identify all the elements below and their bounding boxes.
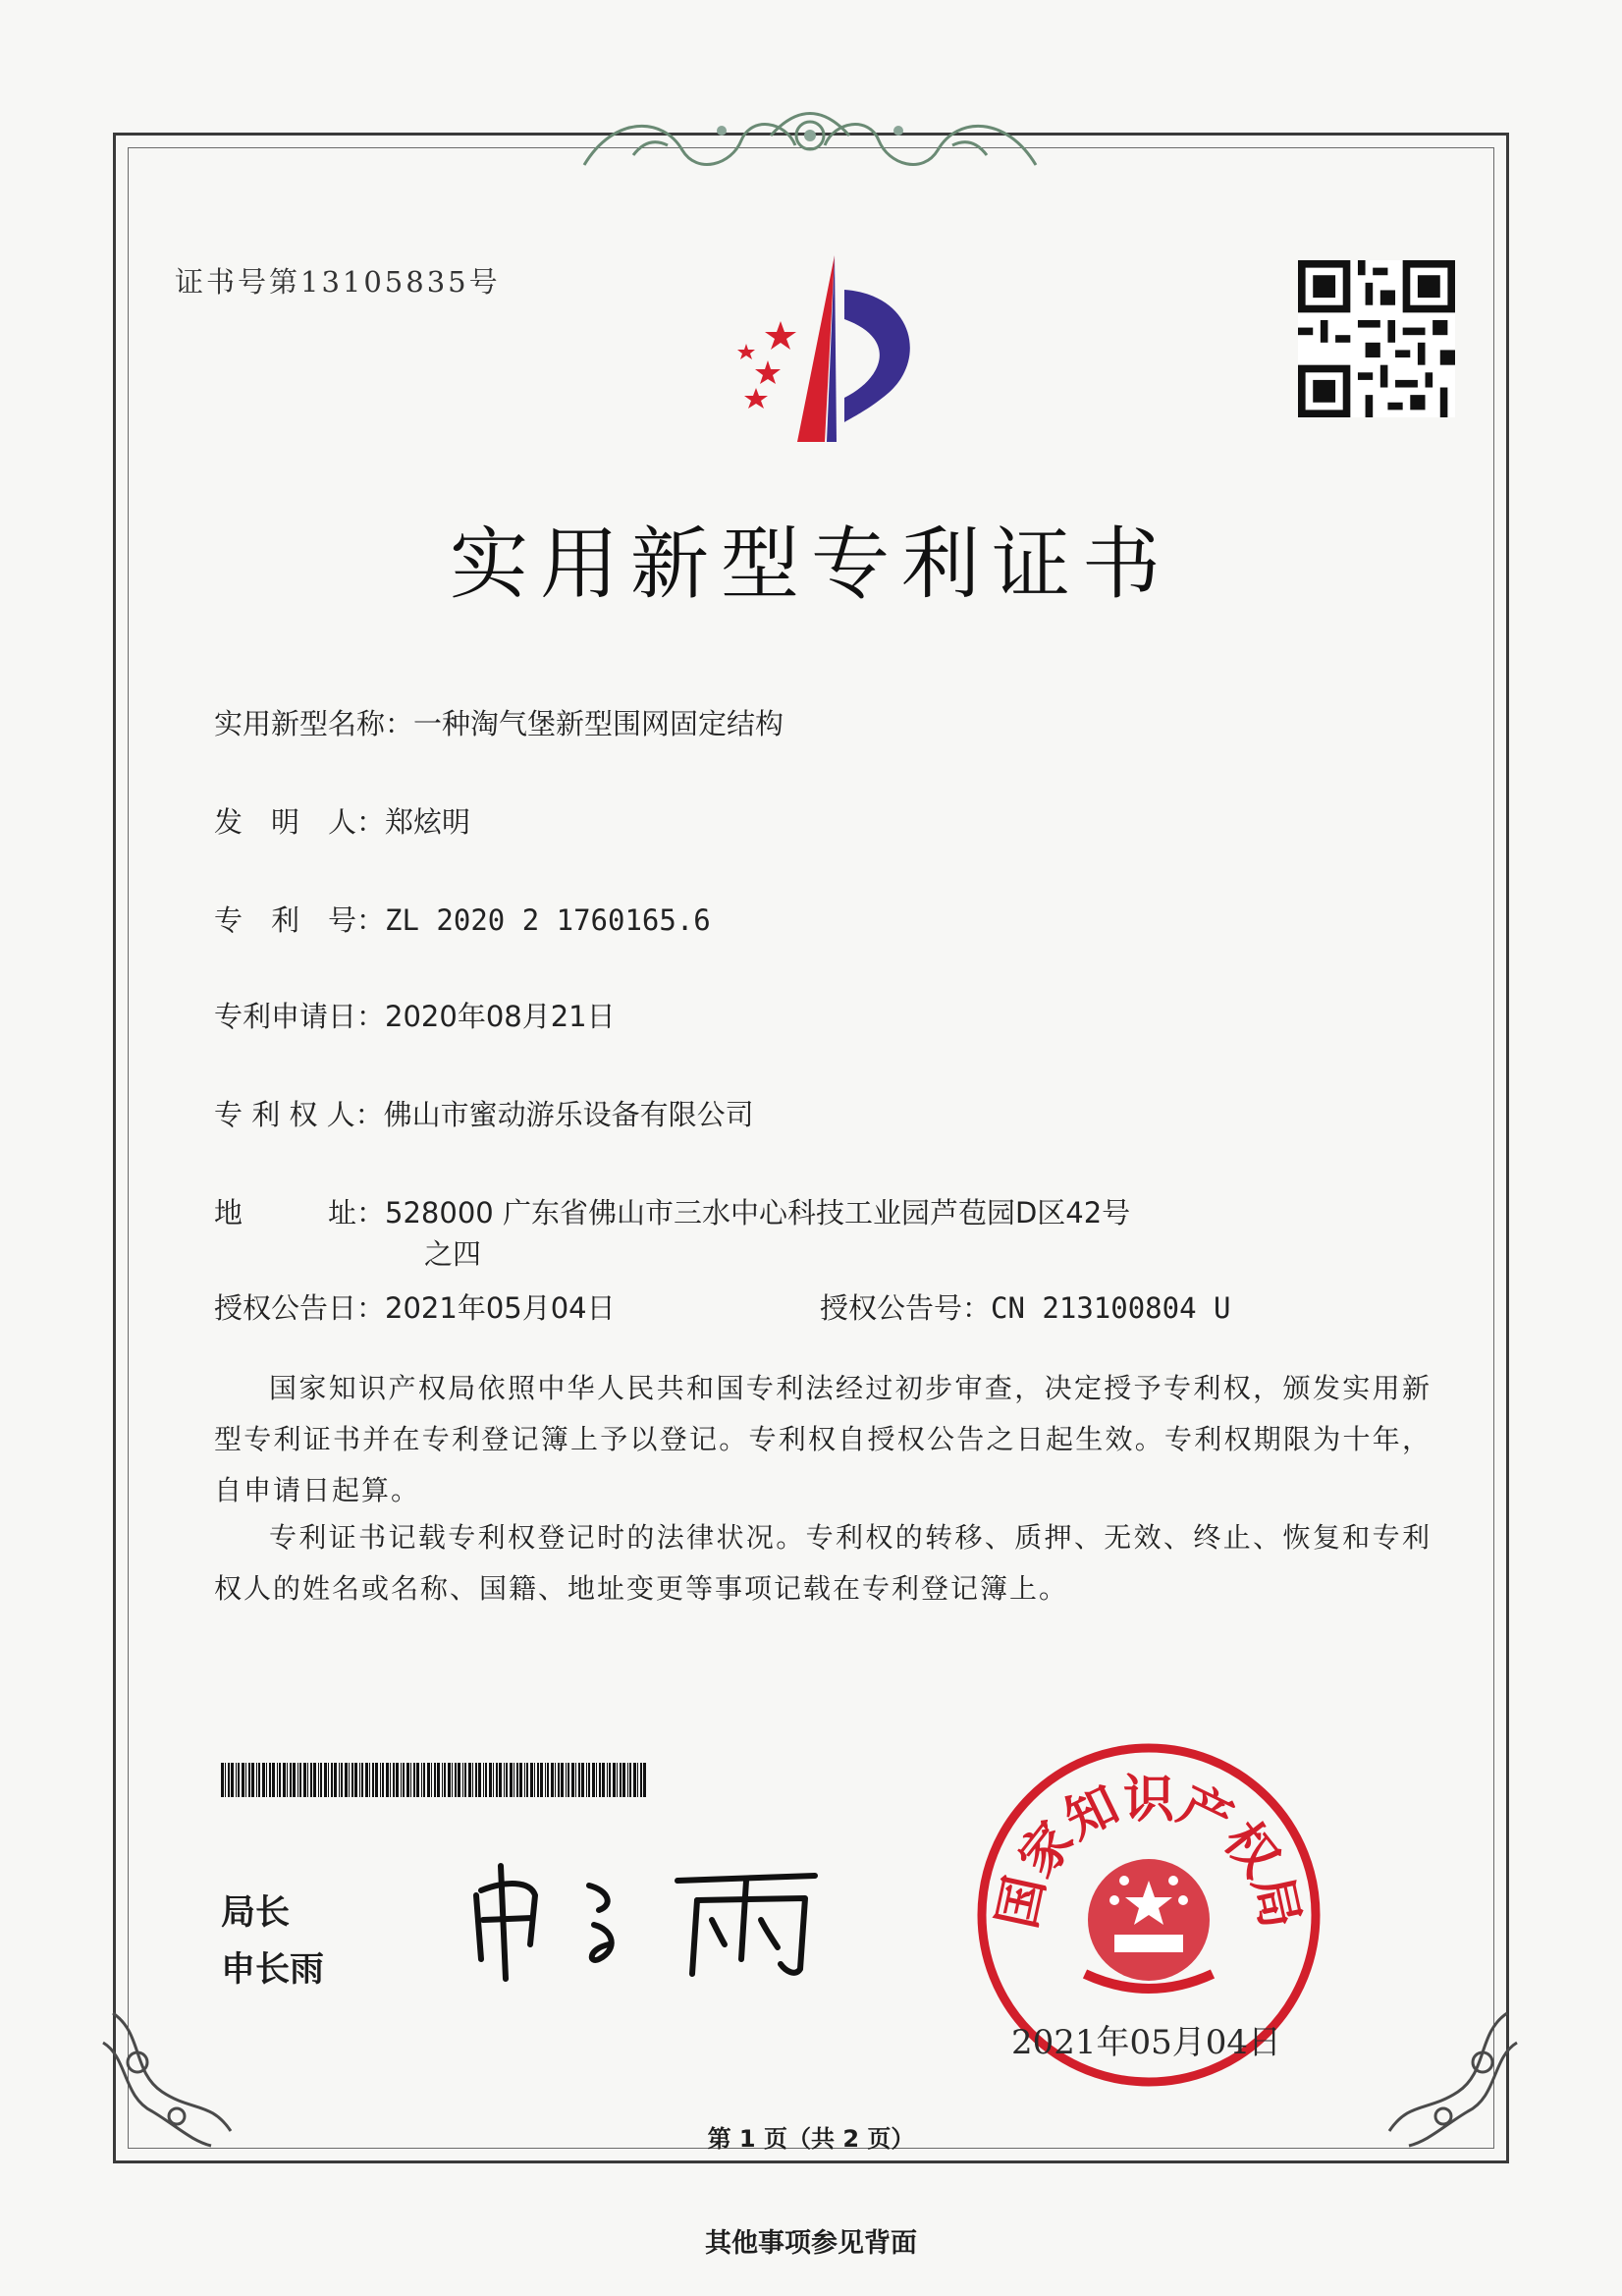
seal-text: 国家知识产权局 [988, 1770, 1310, 1934]
top-ornament [574, 96, 1046, 185]
field-grant-number [820, 1286, 1230, 1327]
inventor-label: 发 明 人： [214, 805, 386, 839]
statement-paragraph-1: 国家知识产权局依照中华人民共和国专利法经过初步审查，决定授予专利权，颁发实用新型专利证书并在专利登记簿上予以登记。专利权自授权公告之日起生效。专利权期限为十年，自申请日起算。 [214, 1372, 1432, 1506]
patentee-value: 佛山市蜜动游乐设备有限公司 [383, 1098, 754, 1131]
grant-number-value: CN 213100804 U [991, 1291, 1231, 1325]
footer-note: 其他事项参见背面 [705, 2228, 917, 2259]
field-inventor [214, 800, 470, 841]
field-patentee [214, 1093, 754, 1133]
seal-date: 2021年05月04日 [1011, 2023, 1282, 2062]
grant-date-label: 授权公告日： [214, 1291, 386, 1325]
director-title: 局长 [221, 1893, 291, 1933]
certificate-number: 证书号第13105835号 [175, 265, 501, 299]
patent-number-label: 专 利 号： [214, 903, 386, 937]
qr-code [1298, 260, 1455, 417]
application-date-label: 专利申请日： [214, 1000, 386, 1033]
patentee-label: 专 利 权 人： [214, 1098, 384, 1131]
barcode [221, 1763, 648, 1797]
field-application-date [214, 995, 616, 1035]
utility-model-name-value: 一种淘气堡新型围网固定结构 [413, 707, 784, 740]
grant-number-label: 授权公告号： [820, 1291, 992, 1325]
inventor-value: 郑炫明 [385, 805, 471, 839]
certificate-title: 实用新型专利证书 [450, 519, 1172, 610]
field-grant-date [214, 1286, 616, 1327]
national-emblem-icon [1085, 1859, 1213, 1989]
patent-number-value: ZL 2020 2 1760165.6 [385, 903, 711, 937]
field-utility-model-name [214, 702, 784, 742]
address-value-line1: 528000 广东省佛山市三水中心科技工业园芦苞园D区42号 [385, 1196, 1131, 1230]
field-patent-number [214, 899, 711, 939]
cnipa-logo [687, 250, 943, 447]
director-name: 申长雨 [221, 1950, 325, 1990]
statement-paragraph-2: 专利证书记载专利权登记时的法律状况。专利权的转移、质押、无效、终止、恢复和专利权人的姓名或名称、国籍、地址变更等事项记载在专利登记簿上。 [214, 1521, 1432, 1605]
application-date-value: 2020年08月21日 [385, 1000, 616, 1033]
address-label: 地 址： [214, 1196, 386, 1230]
address-value-line2: 之四 [424, 1237, 482, 1271]
page-number: 第 1 页（共 2 页） [707, 2125, 915, 2153]
field-address [214, 1191, 1130, 1231]
director-signature [461, 1851, 835, 1989]
grant-date-value: 2021年05月04日 [385, 1291, 616, 1325]
utility-model-name-label: 实用新型名称： [214, 707, 414, 740]
